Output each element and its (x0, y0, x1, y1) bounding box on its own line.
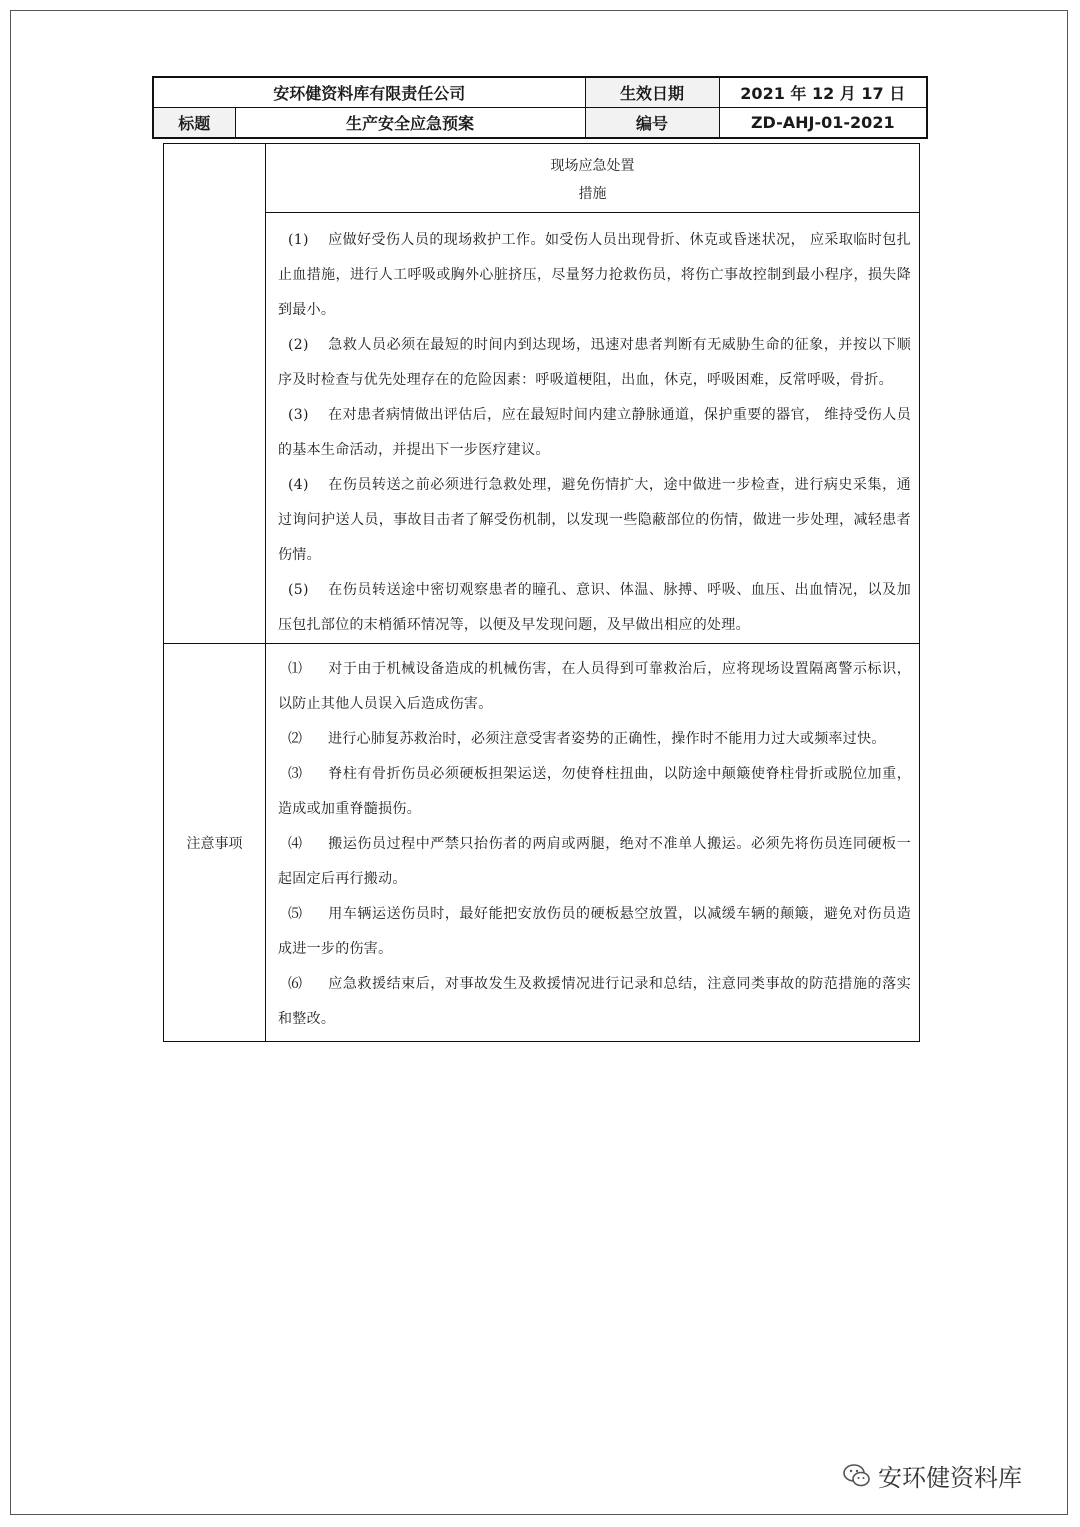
title-label: 标题 (153, 108, 235, 139)
measures-heading (266, 144, 920, 213)
measure-item: (4) 在伤员转送之前必须进行急救处理，避免伤情扩大，途中做进一步检查，进行病史采集，通过询问护送人员，事故目击者了解受伤机制，以发现一些隐蔽部位的伤情，做进一步处理，减轻患者伤情。 (278, 477, 911, 563)
wechat-icon (842, 1461, 872, 1491)
document-title: 生产安全应急预案 (235, 108, 585, 139)
note-item: ⑵ 进行心肺复苏救治时，必须注意受害者姿势的正确性，操作时不能用力过大或频率过快。 (288, 731, 886, 747)
watermark-text: 安环健资料库 (878, 1464, 1022, 1492)
note-item: ⑹ 应急救援结束后，对事故发生及救援情况进行记录和总结，注意同类事故的防范措施的落实和整改。 (278, 976, 911, 1027)
effective-date-label: 生效日期 (585, 77, 719, 108)
note-item: ⑷ 搬运伤员过程中严禁只抬伤者的两肩或两腿，绝对不准单人搬运。必须先将伤员连同硬板一起固定后再行搬动。 (278, 836, 911, 887)
measures-heading-line1: 现场应急处置 (550, 158, 635, 174)
content-table (163, 143, 920, 1042)
notes-list (266, 644, 920, 1042)
code-label: 编号 (585, 108, 719, 139)
measures-heading-line2: 措施 (578, 186, 607, 202)
notes-label: 注意事项 (164, 644, 266, 1042)
document-code: ZD-AHJ-01-2021 (719, 108, 927, 139)
measures-list (266, 213, 920, 644)
document-header (152, 76, 928, 139)
company-name: 安环健资料库有限责任公司 (153, 77, 585, 108)
note-item: ⑴ 对于由于机械设备造成的机械伤害，在人员得到可靠救治后，应将现场设置隔离警示标识，以防止其他人员误入后造成伤害。 (278, 661, 911, 712)
note-item: ⑶ 脊柱有骨折伤员必须硬板担架运送，勿使脊柱扭曲，以防途中颠簸使脊柱骨折或脱位加重，造成或加重脊髓损伤。 (278, 766, 911, 817)
measure-item: (5) 在伤员转送途中密切观察患者的瞳孔、意识、体温、脉搏、呼吸、血压、出血情况，以及加压包扎部位的末梢循环情况等，以便及早发现问题，及早做出相应的处理。 (278, 582, 911, 633)
measures-label-cell (164, 144, 266, 644)
measure-item: (1) 应做好受伤人员的现场救护工作。如受伤人员出现骨折、休克或昏迷状况， 应采取临时包扎止血措施，进行人工呼吸或胸外心脏挤压，尽量努力抢救伤员，将伤亡事故控制到最小程序，损失降到最小。 (278, 232, 911, 318)
effective-date: 2021 年 12 月 17 日 (719, 77, 927, 108)
measure-item: (3) 在对患者病情做出评估后，应在最短时间内建立静脉通道，保护重要的器官， 维持受伤人员的基本生命活动，并提出下一步医疗建议。 (278, 407, 911, 458)
watermark (842, 1458, 1022, 1493)
note-item: ⑸ 用车辆运送伤员时，最好能把安放伤员的硬板悬空放置，以减缓车辆的颠簸，避免对伤员造成进一步的伤害。 (278, 906, 911, 957)
measure-item: (2) 急救人员必须在最短的时间内到达现场，迅速对患者判断有无威胁生命的征象，并按以下顺序及时检查与优先处理存在的危险因素：呼吸道梗阻，出血，休克，呼吸困难，反常呼吸，骨折。 (278, 337, 911, 388)
